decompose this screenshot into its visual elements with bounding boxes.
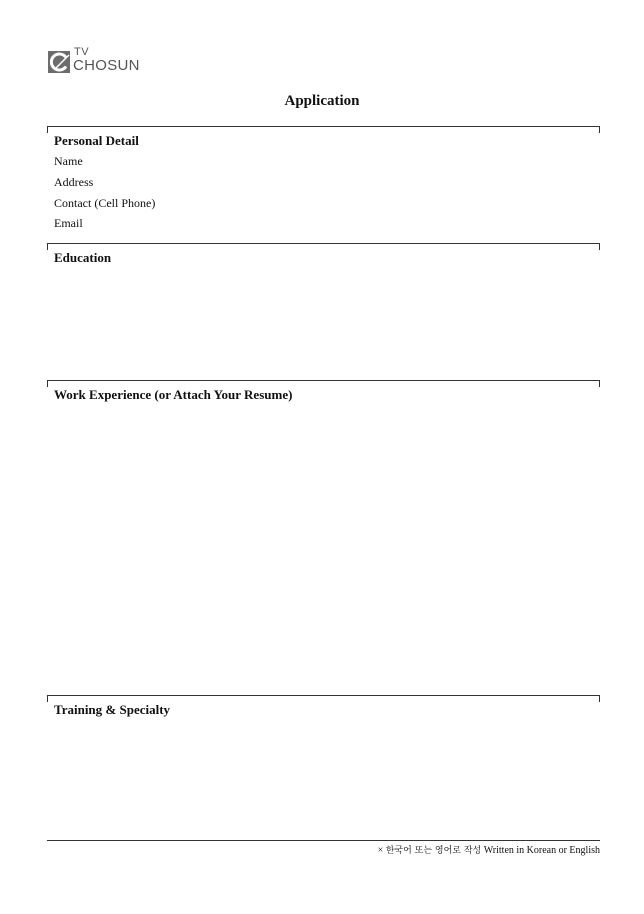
footer-note-english: Written in Korean or English	[483, 845, 600, 856]
section-title-education: Education	[54, 250, 112, 265]
field-label-email: Email	[54, 216, 83, 230]
footer-note	[378, 843, 600, 856]
section-education	[47, 243, 600, 265]
section-title-training-specialty: Training & Specialty	[54, 702, 171, 717]
field-label-address: Address	[54, 175, 94, 189]
logo-wordmark	[73, 47, 140, 73]
section-work-experience	[47, 380, 600, 402]
logo-text-tv: TV	[74, 46, 90, 58]
field-label-contact: Contact (Cell Phone)	[54, 196, 156, 210]
section-personal-detail	[47, 126, 600, 148]
footer-bullet: ×	[377, 845, 384, 856]
tv-chosun-logo	[48, 47, 140, 75]
footer-note-korean: 한국어 또는 영어로 작성	[385, 846, 482, 856]
section-title-work-experience: Work Experience (or Attach Your Resume)	[54, 387, 293, 402]
logo-text-chosun: CHOSUN	[73, 57, 140, 74]
page-title: Application	[284, 93, 360, 109]
footer-divider	[47, 840, 600, 841]
field-label-name: Name	[54, 154, 83, 168]
section-title-personal-detail: Personal Detail	[54, 133, 139, 148]
tv-chosun-logo-icon	[48, 51, 70, 73]
section-training-specialty	[47, 695, 600, 717]
